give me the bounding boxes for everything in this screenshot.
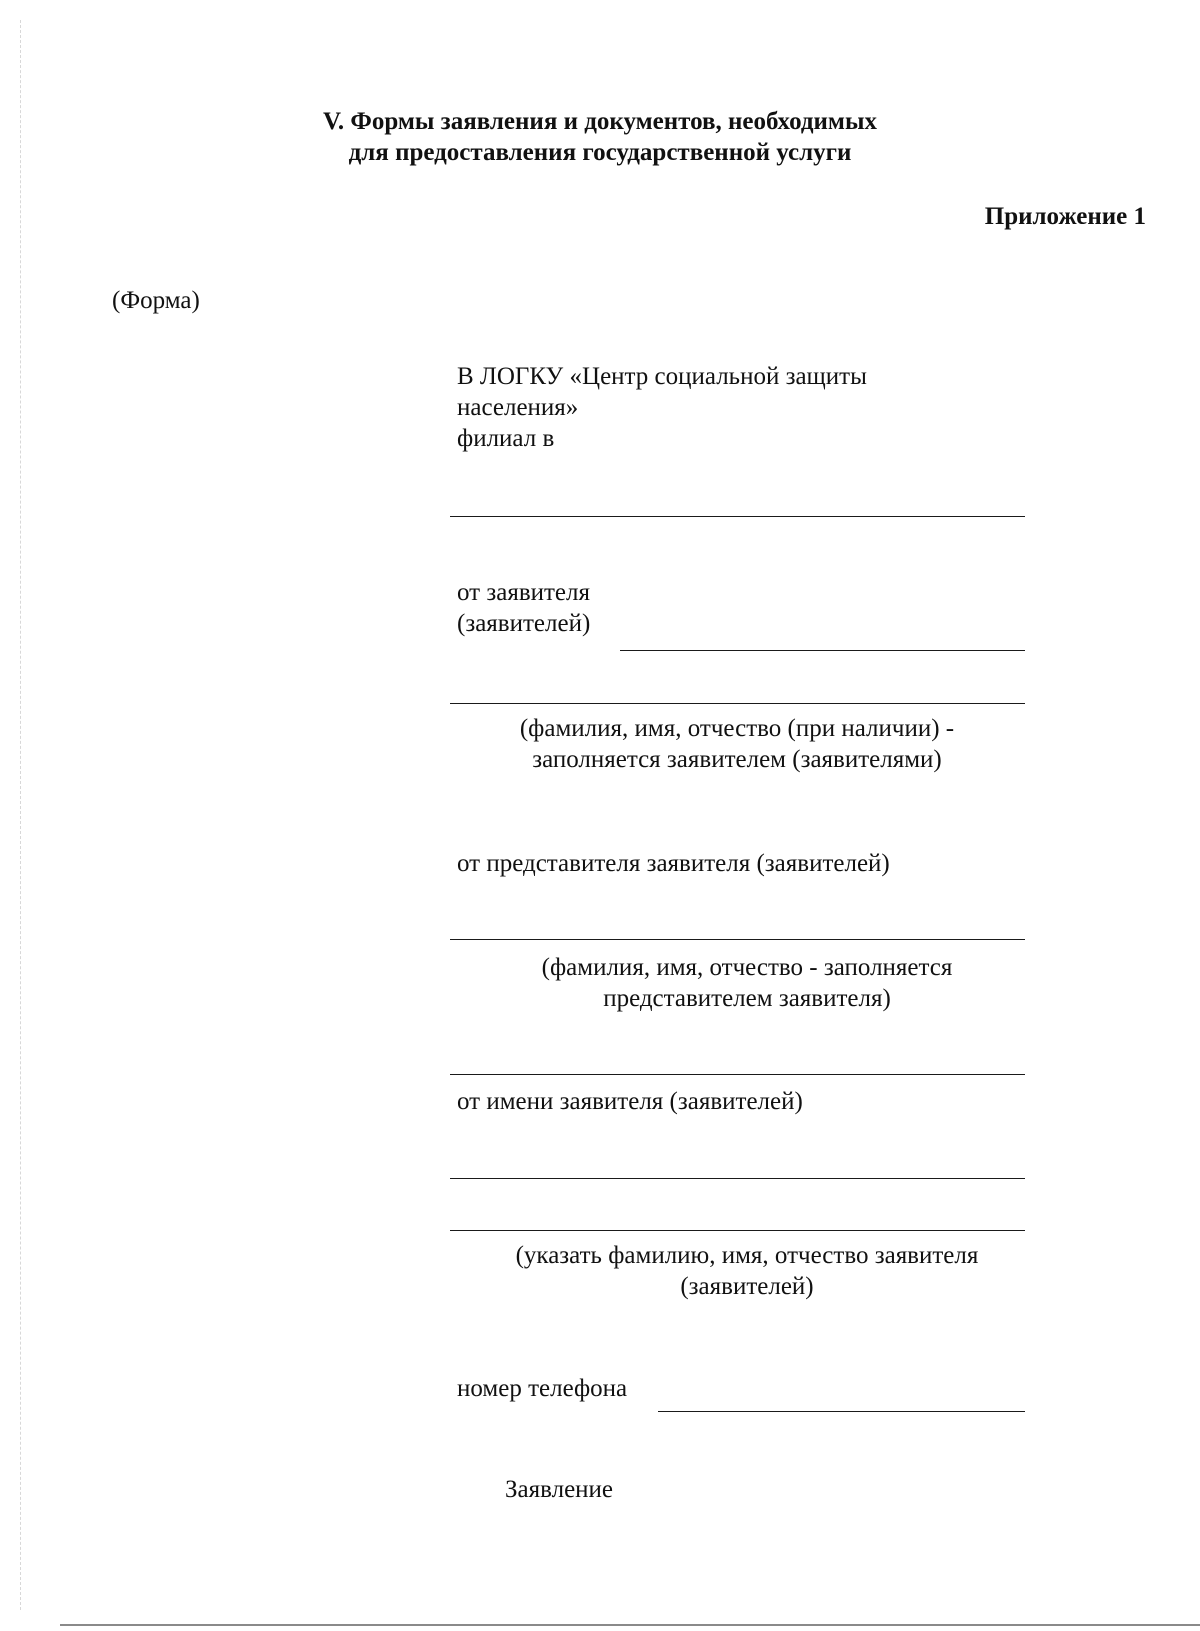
section-title-line-2: для предоставления государственной услуги bbox=[348, 139, 852, 166]
phone-label: номер телефона bbox=[457, 1375, 628, 1402]
representative-blank-line-2 bbox=[450, 1074, 1025, 1075]
section-title-line-1: V. Формы заявления и документов, необходимых bbox=[323, 108, 877, 135]
phone-blank-line bbox=[658, 1411, 1025, 1412]
addressee-line-3: филиал в bbox=[457, 425, 555, 452]
applicant-label-1: от заявителя bbox=[457, 579, 590, 606]
statement-heading: Заявление bbox=[505, 1476, 614, 1503]
applicant-blank-line-2 bbox=[450, 703, 1025, 704]
scan-bottom-edge bbox=[60, 1624, 1200, 1626]
applicant-label-2: (заявителей) bbox=[457, 610, 591, 637]
appendix-label: Приложение 1 bbox=[984, 203, 1146, 230]
on-behalf-note-line-1: (указать фамилию, имя, отчество заявителя bbox=[515, 1242, 979, 1269]
on-behalf-label: от имени заявителя (заявителей) bbox=[457, 1088, 803, 1115]
representative-label: от представителя заявителя (заявителей) bbox=[457, 850, 890, 877]
on-behalf-blank-line-1 bbox=[450, 1178, 1025, 1179]
form-label: (Форма) bbox=[112, 287, 200, 314]
applicant-blank-line-1 bbox=[620, 650, 1025, 651]
on-behalf-blank-line-2 bbox=[450, 1230, 1025, 1231]
representative-note-line-1: (фамилия, имя, отчество - заполняется bbox=[541, 954, 953, 981]
representative-blank-line bbox=[450, 939, 1025, 940]
addressee-line-2: населения» bbox=[457, 394, 579, 421]
on-behalf-note-line-2: (заявителей) bbox=[680, 1273, 814, 1300]
addressee-line-1: В ЛОГКУ «Центр социальной защиты bbox=[457, 363, 867, 390]
applicant-note-line-2: заполняется заявителем (заявителями) bbox=[532, 746, 942, 773]
applicant-note-line-1: (фамилия, имя, отчество (при наличии) - bbox=[519, 715, 955, 742]
branch-blank-line bbox=[450, 516, 1025, 517]
representative-note-line-2: представителем заявителя) bbox=[603, 985, 891, 1012]
scan-edge-mark bbox=[20, 20, 21, 1610]
